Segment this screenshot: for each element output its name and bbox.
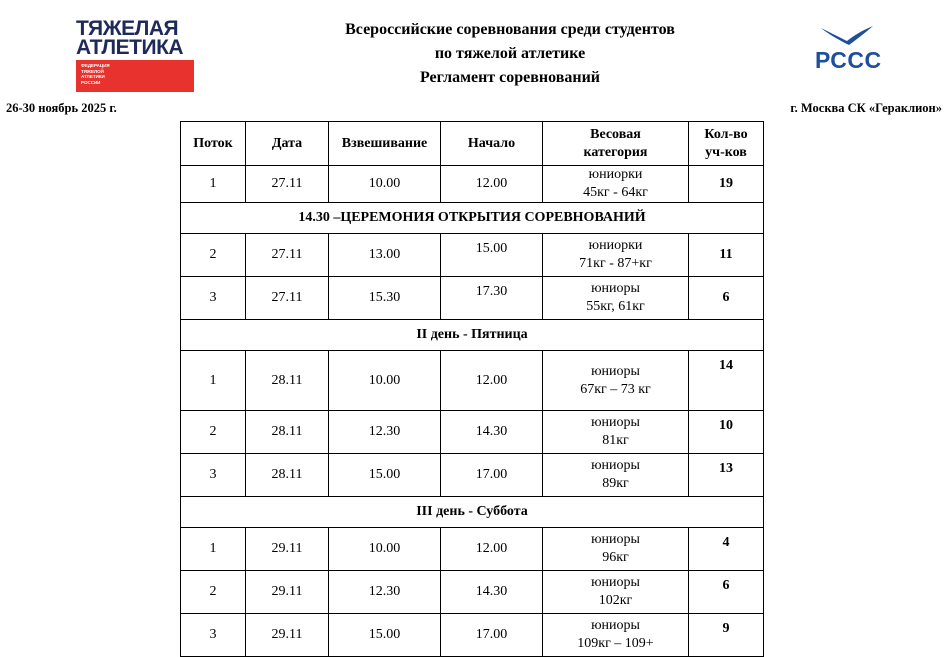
category-range: 45кг - 64кг xyxy=(583,185,648,200)
category-group: юниоры xyxy=(591,458,640,473)
cell-participants: 6 xyxy=(689,277,764,320)
cell-weigh-in: 10.00 xyxy=(329,528,441,571)
cell-participants: 4 xyxy=(689,528,764,571)
section-label: III день - Суббота xyxy=(181,497,764,528)
cell-participants: 14 xyxy=(689,351,764,411)
category-group: юниоры xyxy=(591,618,640,633)
cell-weigh-in: 10.00 xyxy=(329,351,441,411)
section-label: 14.30 –ЦЕРЕМОНИЯ ОТКРЫТИЯ СОРЕВНОВАНИЙ xyxy=(181,203,764,234)
title-line-2: по тяжелой атлетике xyxy=(434,45,586,62)
cell-stream: 3 xyxy=(181,614,246,657)
cell-weight-category xyxy=(543,614,689,657)
schedule-table xyxy=(180,121,764,657)
cell-participants: 9 xyxy=(689,614,764,657)
logo-weightlifting-federation xyxy=(76,19,198,92)
category-range: 55кг, 61кг xyxy=(586,299,645,314)
cell-participants: 10 xyxy=(689,411,764,454)
cell-stream: 1 xyxy=(181,351,246,411)
cell-stream: 3 xyxy=(181,277,246,320)
logo-word-line1: ТЯЖЕЛАЯ xyxy=(76,17,179,40)
column-header-stream: Поток xyxy=(181,122,246,166)
cell-weigh-in: 12.30 xyxy=(329,411,441,454)
document-title xyxy=(260,18,760,90)
cell-stream: 2 xyxy=(181,571,246,614)
cell-start: 14.30 xyxy=(441,571,543,614)
cell-date: 28.11 xyxy=(246,411,329,454)
table-row xyxy=(181,277,764,320)
logo-fed-line: ФЕДЕРАЦИЯ xyxy=(81,63,110,68)
column-header-participants: Кол-во уч-ков xyxy=(689,122,764,166)
event-location: г. Москва СК «Гераклион» xyxy=(790,101,942,115)
cell-weigh-in: 13.00 xyxy=(329,234,441,277)
cell-start: 15.00 xyxy=(441,234,543,277)
cell-stream: 2 xyxy=(181,234,246,277)
table-row xyxy=(181,571,764,614)
table-row xyxy=(181,614,764,657)
table-row xyxy=(181,234,764,277)
category-range: 96кг xyxy=(602,550,629,565)
cell-date: 29.11 xyxy=(246,571,329,614)
section-row-day-3 xyxy=(181,497,764,528)
column-header-date: Дата xyxy=(246,122,329,166)
cell-weigh-in: 15.00 xyxy=(329,454,441,497)
table-row xyxy=(181,454,764,497)
section-label: II день - Пятница xyxy=(181,320,764,351)
logo-text: РССС xyxy=(815,47,882,73)
table-row xyxy=(181,528,764,571)
category-range: 102кг xyxy=(598,593,633,608)
table-row xyxy=(181,166,764,203)
category-range: 109кг – 109+ xyxy=(577,636,654,651)
logo-word-line2: АТЛЕТИКА xyxy=(76,36,184,59)
cell-weight-category xyxy=(543,571,689,614)
category-range: 67кг – 73 кг xyxy=(580,381,651,397)
category-group: юниоры xyxy=(591,575,640,590)
logo-fed-line: ТЯЖЕЛОЙ xyxy=(81,68,104,74)
category-group: юниорки xyxy=(588,238,643,253)
cell-weight-category xyxy=(543,411,689,454)
section-row-ceremony xyxy=(181,203,764,234)
cell-weight-category xyxy=(543,454,689,497)
cell-date: 27.11 xyxy=(246,166,329,203)
logo-student-sports-union xyxy=(815,24,882,73)
cell-weight-category xyxy=(543,351,689,411)
logo-fed-line: АТЛЕТИКИ xyxy=(81,74,105,79)
category-range: 81кг xyxy=(602,433,629,448)
cell-weight-category xyxy=(543,528,689,571)
category-group: юниоры xyxy=(591,415,640,430)
cell-weigh-in: 15.30 xyxy=(329,277,441,320)
cell-weigh-in: 12.30 xyxy=(329,571,441,614)
cell-weight-category xyxy=(543,234,689,277)
cell-weight-category xyxy=(543,277,689,320)
table-row xyxy=(181,351,764,411)
cell-stream: 1 xyxy=(181,528,246,571)
cell-date: 28.11 xyxy=(246,454,329,497)
table-header-row xyxy=(181,122,764,166)
cell-stream: 1 xyxy=(181,166,246,203)
category-range: 71кг - 87+кг xyxy=(579,256,652,271)
cell-date: 27.11 xyxy=(246,277,329,320)
cell-start: 14.30 xyxy=(441,411,543,454)
cell-stream: 2 xyxy=(181,411,246,454)
table-row xyxy=(181,411,764,454)
cell-participants: 6 xyxy=(689,571,764,614)
category-group: юниорки xyxy=(588,167,643,182)
cell-stream: 3 xyxy=(181,454,246,497)
cell-start: 12.00 xyxy=(441,351,543,411)
category-range: 89кг xyxy=(602,476,629,491)
cell-date: 29.11 xyxy=(246,528,329,571)
column-header-weight-category: Весовая категория xyxy=(543,122,689,166)
cell-date: 28.11 xyxy=(246,351,329,411)
cell-participants: 19 xyxy=(689,166,764,203)
cell-start: 17.00 xyxy=(441,614,543,657)
category-group: юниоры xyxy=(591,281,640,296)
category-group: юниоры xyxy=(591,363,640,379)
cell-participants: 13 xyxy=(689,454,764,497)
cell-start: 17.00 xyxy=(441,454,543,497)
title-line-1: Всероссийские соревнования среди студентов xyxy=(345,21,675,38)
cell-weigh-in: 15.00 xyxy=(329,614,441,657)
column-header-start: Начало xyxy=(441,122,543,166)
cell-weigh-in: 10.00 xyxy=(329,166,441,203)
cell-participants: 11 xyxy=(689,234,764,277)
title-line-3: Регламент соревнований xyxy=(419,69,601,86)
category-group: юниоры xyxy=(591,532,640,547)
cell-date: 27.11 xyxy=(246,234,329,277)
cell-start: 17.30 xyxy=(441,277,543,320)
cell-date: 29.11 xyxy=(246,614,329,657)
logo-fed-line: РОССИИ xyxy=(81,79,101,85)
logo-red-band xyxy=(76,60,194,92)
event-dates: 26-30 ноябрь 2025 г. xyxy=(6,101,117,115)
column-header-weigh-in: Взвешивание xyxy=(329,122,441,166)
cell-weight-category xyxy=(543,166,689,203)
logo-federation-caption xyxy=(81,63,110,85)
bird-icon xyxy=(819,24,875,48)
cell-start: 12.00 xyxy=(441,166,543,203)
cell-start: 12.00 xyxy=(441,528,543,571)
section-row-day-2 xyxy=(181,320,764,351)
